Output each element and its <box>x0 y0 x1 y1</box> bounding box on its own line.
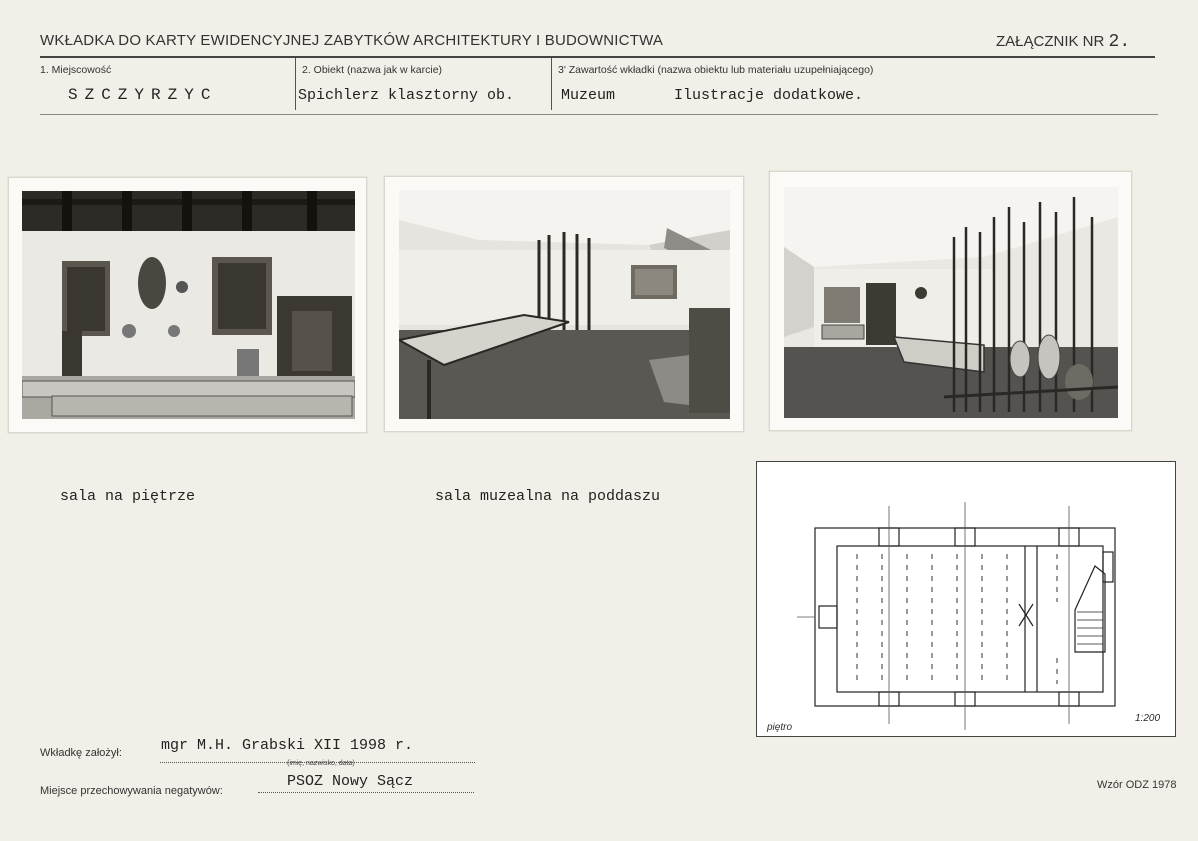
header-rule <box>40 56 1155 58</box>
field-2-value: Spichlerz klasztorny ob. <box>298 87 515 104</box>
storage-value: PSOZ Nowy Sącz <box>287 773 414 790</box>
annex-number: 2. <box>1108 32 1131 52</box>
author-label: Wkładkę założył: <box>40 747 122 759</box>
photo-attic-hall-1-image <box>399 190 730 419</box>
field-divider-1 <box>295 58 296 110</box>
caption-attic-hall: sala muzealna na poddaszu <box>435 488 661 505</box>
author-value: mgr M.H. Grabski XII 1998 r. <box>161 737 414 754</box>
field-1-label: 1. Miejscowość <box>40 64 112 76</box>
annex-label: ZAŁĄCZNIK NR <box>996 33 1105 50</box>
field-3-label: 3' Zawartość wkładki (nazwa obiektu lub materiału uzupełniającego) <box>558 64 874 76</box>
field-3-value-a: Muzeum <box>561 87 616 104</box>
field-1-value: SZCZYRZYC <box>68 86 218 104</box>
storage-label: Miejsce przechowywania negatywów: <box>40 785 223 797</box>
plan-floor-label: piętro <box>767 722 793 733</box>
field-3-value-b: Ilustracje dodatkowe. <box>674 87 864 104</box>
photo-attic-hall-2 <box>769 171 1132 431</box>
form-code: Wzór ODZ 1978 <box>1097 779 1177 791</box>
photo-attic-hall-2-image <box>784 187 1118 418</box>
photo-attic-hall-1 <box>384 176 744 432</box>
floor-plan-drawing <box>757 462 1175 736</box>
field-rule <box>40 114 1158 115</box>
photo-upper-hall-image <box>22 191 355 419</box>
photo-upper-hall <box>8 177 367 433</box>
field-divider-2 <box>551 58 552 110</box>
plan-scale: 1:200 <box>1135 713 1161 724</box>
form-title: WKŁADKA DO KARTY EWIDENCYJNEJ ZABYTKÓW ARCHITEKTURY I BUDOWNICTWA <box>40 32 664 49</box>
caption-upper-hall: sala na piętrze <box>60 488 196 505</box>
field-2-label: 2. Obiekt (nazwa jak w karcie) <box>302 64 443 76</box>
annex-marker <box>996 32 1130 52</box>
floor-plan <box>756 461 1176 737</box>
storage-line <box>258 792 474 793</box>
author-hint: (imię, nazwisko, data) <box>287 760 355 767</box>
